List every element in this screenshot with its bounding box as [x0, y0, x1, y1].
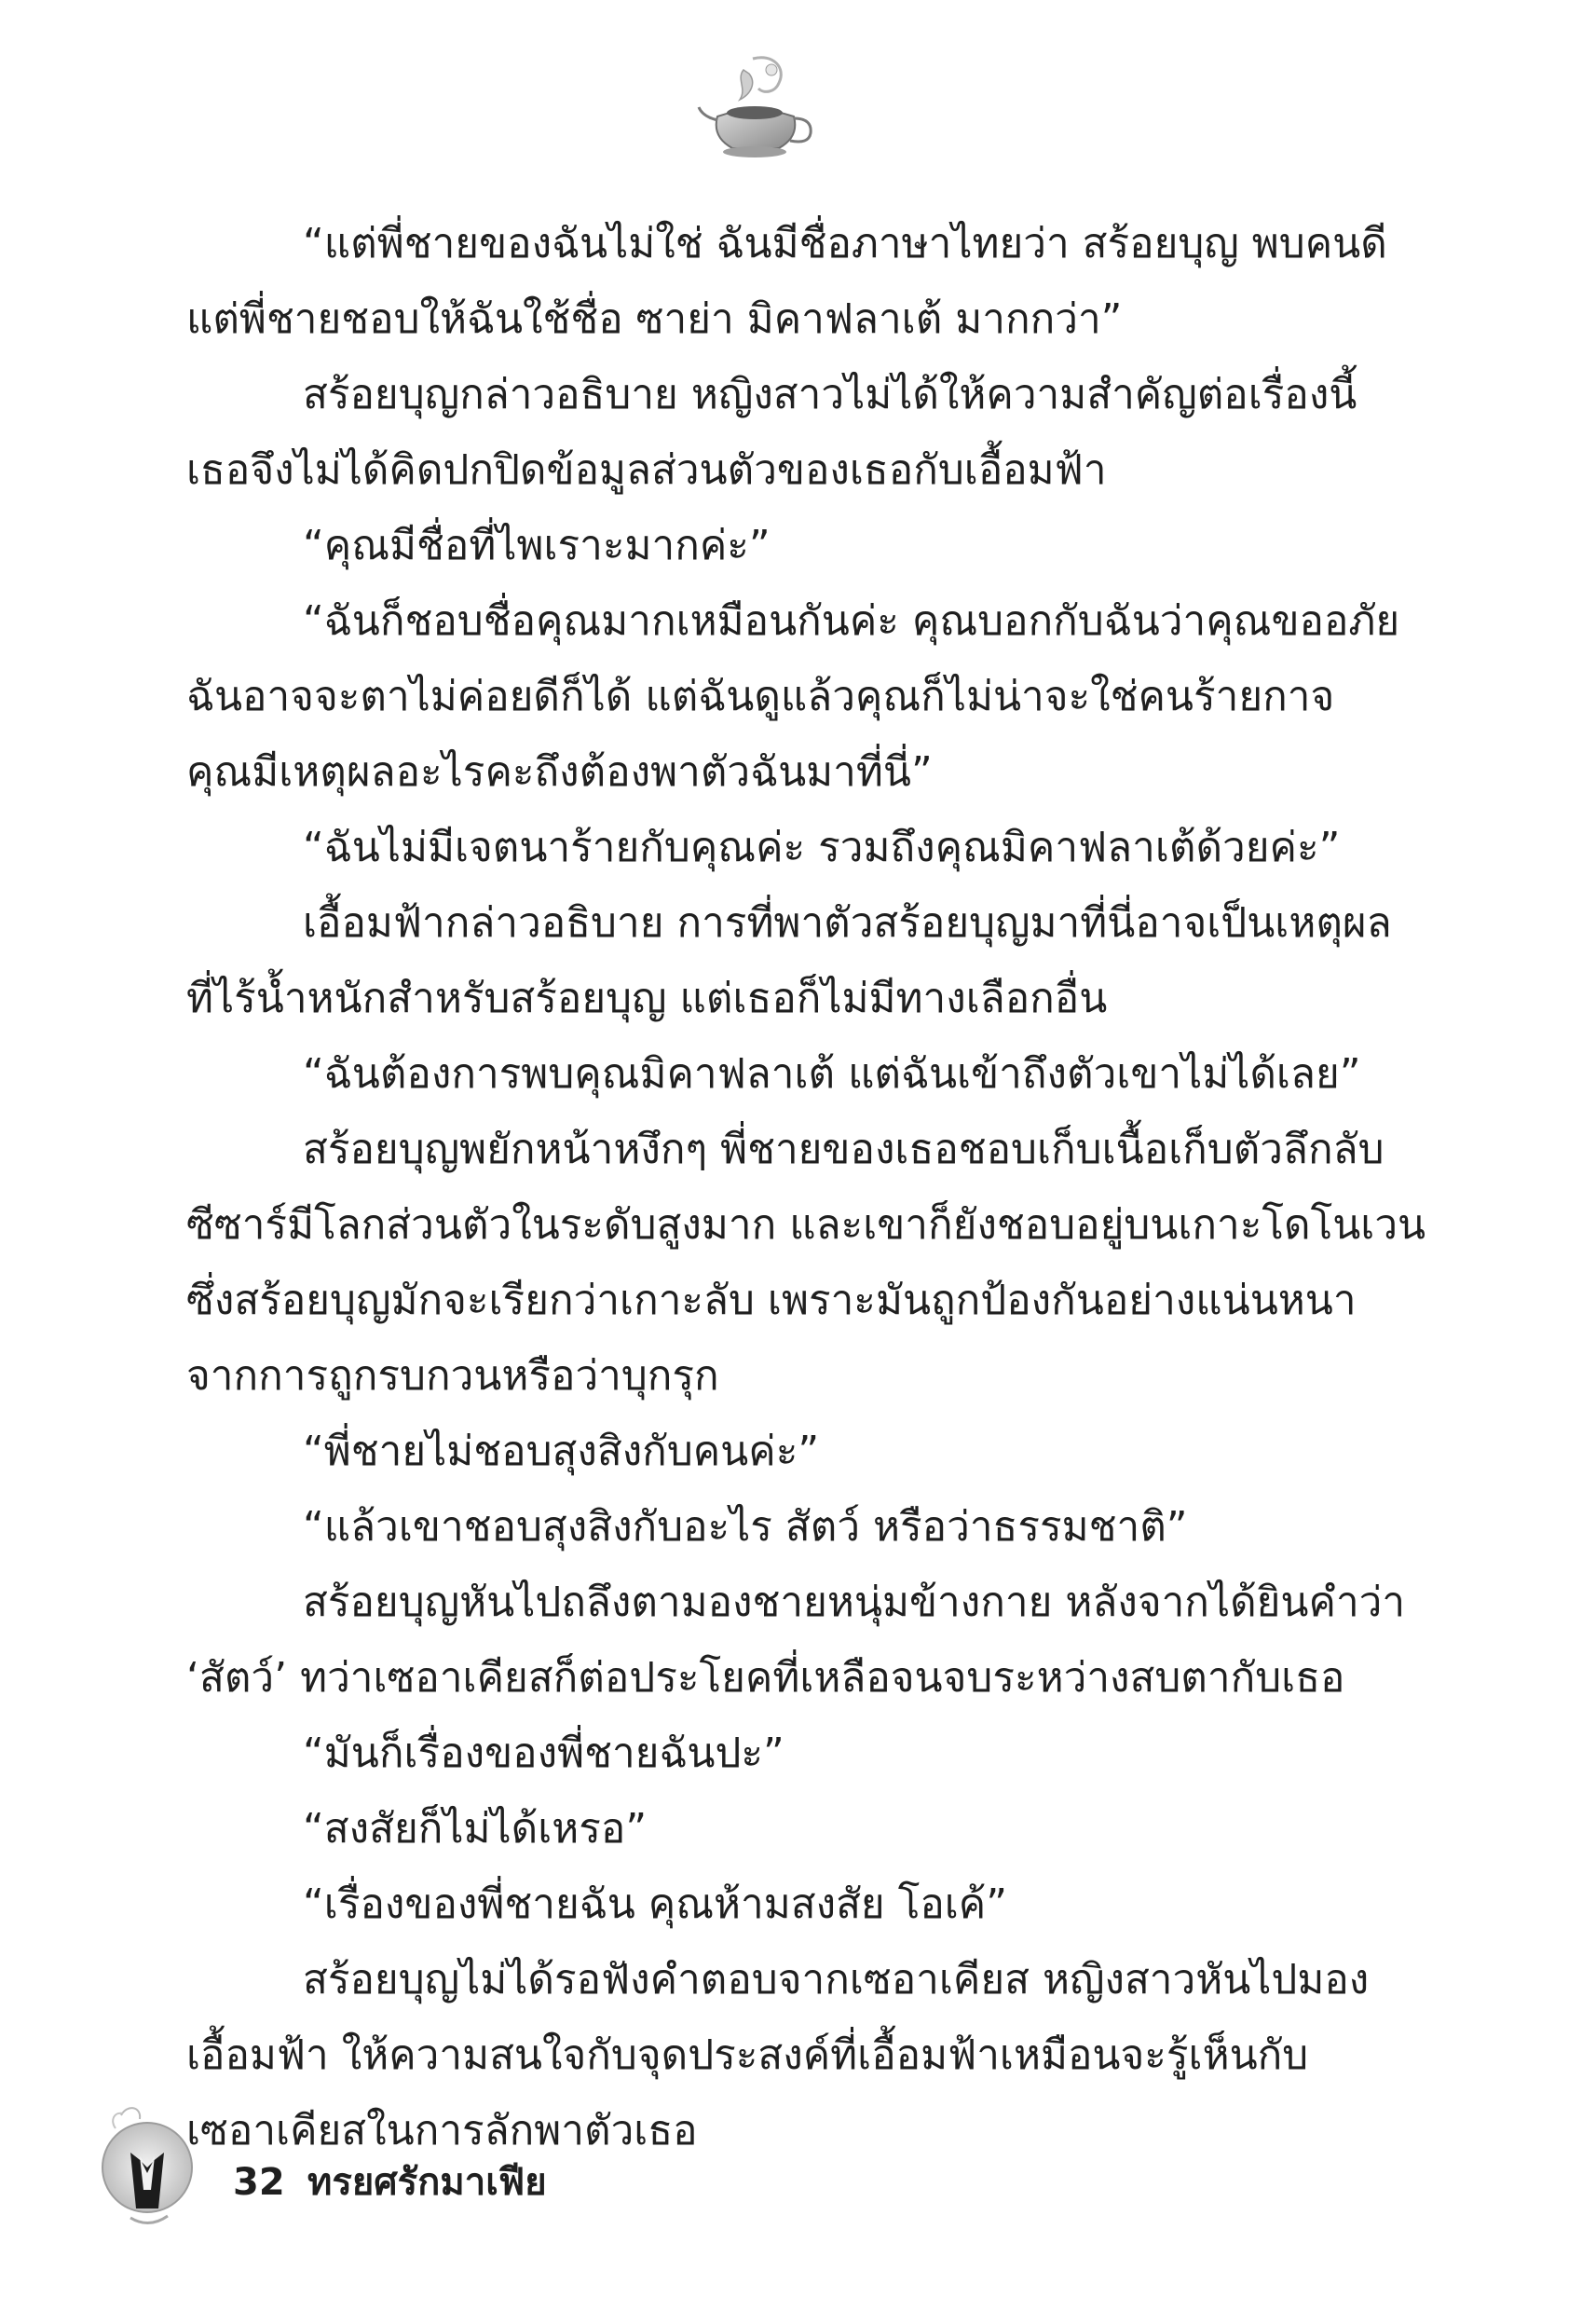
text-line: แต่พี่ชายชอบให้ฉันใช้ชื่อ ซาย่า มิคาฟลาเต้ มากกว่า” — [186, 295, 1123, 343]
page-number: 32 — [233, 2161, 285, 2204]
text-line: เอื้อมฟ้า ให้ความสนใจกับจุดประสงค์ที่เอื้อมฟ้าเหมือนจะรู้เห็นกับ — [186, 2031, 1309, 2079]
text-line: เธอจึงไม่ได้คิดปกปิดข้อมูลส่วนตัวของเธอกับเอื้อมฟ้า — [186, 446, 1107, 494]
page-footer — [93, 2097, 745, 2236]
text-line: “ฉันต้องการพบคุณมิคาฟลาเต้ แต่ฉันเข้าถึงตัวเขาไม่ได้เลย” — [303, 1050, 1361, 1098]
tuxedo-heart-ornament-icon — [93, 2097, 205, 2236]
text-line: สร้อยบุญกล่าวอธิบาย หญิงสาวไม่ได้ให้ความสำคัญต่อเรื่องนี้ — [303, 371, 1357, 418]
text-line: ที่ไร้น้ำหนักสำหรับสร้อยบุญ แต่เธอก็ไม่มีทางเลือกอื่น — [186, 975, 1108, 1022]
text-line: สร้อยบุญไม่ได้รอฟังคำตอบจากเซอาเคียส หญิงสาวหันไปมอง — [303, 1956, 1370, 2003]
text-line: “ฉันไม่มีเจตนาร้ายกับคุณค่ะ รวมถึงคุณมิคาฟลาเต้ด้วยค่ะ” — [303, 824, 1341, 871]
text-line: จากการถูกรบกวนหรือว่าบุกรุก — [186, 1352, 719, 1400]
text-line: “พี่ชายไม่ชอบสุงสิงกับคนค่ะ” — [303, 1428, 820, 1475]
text-line: เซอาเคียสในการลักพาตัวเธอ — [186, 2107, 698, 2154]
text-line: “คุณมีชื่อที่ไพเราะมากค่ะ” — [303, 522, 771, 569]
book-title: ทรยศรักมาเฟีย — [307, 2161, 547, 2204]
text-line: ซึ่งสร้อยบุญมักจะเรียกว่าเกาะลับ เพราะมันถูกป้องกันอย่างแน่นหนา — [186, 1277, 1357, 1324]
text-line: สร้อยบุญหันไปถลึงตามองชายหนุ่มข้างกาย หลังจากได้ยินคำว่า — [303, 1579, 1406, 1626]
text-line: ซีซาร์มีโลกส่วนตัวในระดับสูงมาก และเขาก็ยังชอบอยู่บนเกาะโดโนเวน — [186, 1201, 1426, 1249]
text-line: “เรื่องของพี่ชายฉัน คุณห้ามสงสัย โอเค้” — [303, 1880, 1008, 1928]
text-line: ฉันอาจจะตาไม่ค่อยดีก็ได้ แต่ฉันดูแล้วคุณก็ไม่น่าจะใช่คนร้ายกาจ — [186, 673, 1335, 720]
text-line: สร้อยบุญพยักหน้าหงึกๆ พี่ชายของเธอชอบเก็บเนื้อเก็บตัวลึกลับ — [303, 1126, 1385, 1173]
text-line: ‘สัตว์’ ทว่าเซอาเคียสก็ต่อประโยคที่เหลือจนจบระหว่างสบตากับเธอ — [186, 1654, 1345, 1702]
teapot-lamp-ornament-icon — [689, 51, 820, 163]
text-line: “สงสัยก็ไม่ได้เหรอ” — [303, 1805, 648, 1853]
text-line: “มันก็เรื่องของพี่ชายฉันปะ” — [303, 1730, 784, 1777]
text-line: คุณมีเหตุผลอะไรคะถึงต้องพาตัวฉันมาที่นี่” — [186, 748, 933, 796]
text-line: “แต่พี่ชายของฉันไม่ใช่ ฉันมีชื่อภาษาไทยว่า สร้อยบุญ พบคนดี — [303, 220, 1387, 267]
text-line: เอื้อมฟ้ากล่าวอธิบาย การที่พาตัวสร้อยบุญมาที่นี่อาจเป็นเหตุผล — [303, 899, 1392, 947]
text-line: “แล้วเขาชอบสุงสิงกับอะไร สัตว์ หรือว่าธรรมชาติ” — [303, 1503, 1188, 1551]
text-line: “ฉันก็ชอบชื่อคุณมากเหมือนกันค่ะ คุณบอกกับฉันว่าคุณขออภัย — [303, 597, 1400, 645]
